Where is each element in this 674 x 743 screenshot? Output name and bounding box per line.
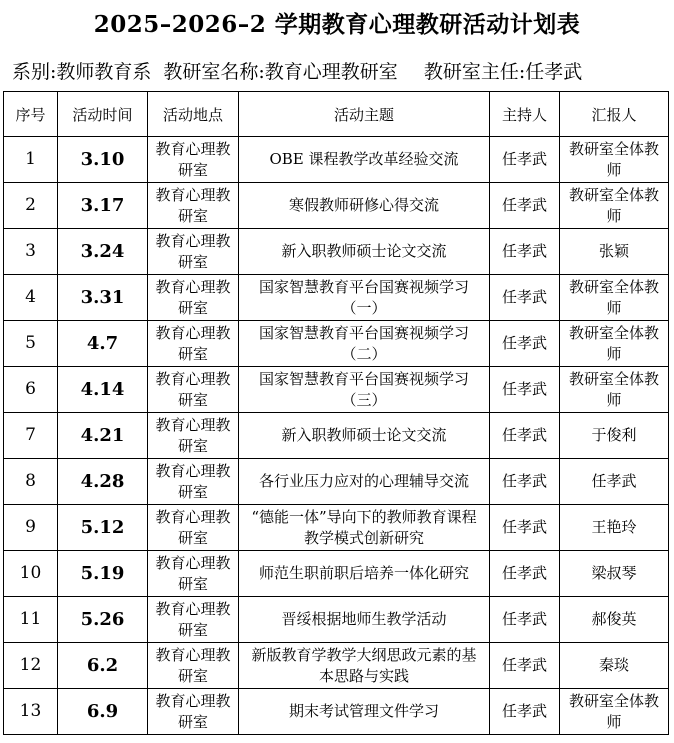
cell-place: 教育心理教研室: [148, 643, 239, 689]
cell-time: 3.24: [58, 229, 148, 275]
cell-no: 12: [4, 643, 58, 689]
cell-no: 5: [4, 321, 58, 367]
cell-host: 任孝武: [490, 275, 560, 321]
cell-time: 3.31: [58, 275, 148, 321]
cell-place: 教育心理教研室: [148, 229, 239, 275]
cell-place: 教育心理教研室: [148, 183, 239, 229]
cell-reporter: 郝俊英: [560, 597, 669, 643]
header-no: 序号: [4, 92, 58, 137]
cell-time: 4.28: [58, 459, 148, 505]
table-row: [4, 183, 669, 229]
cell-topic: 国家智慧教育平台国赛视频学习（二）: [239, 321, 490, 367]
table-row: [4, 275, 669, 321]
cell-host: 任孝武: [490, 183, 560, 229]
cell-no: 4: [4, 275, 58, 321]
cell-place: 教育心理教研室: [148, 275, 239, 321]
cell-reporter: 教研室全体教师: [560, 137, 669, 183]
cell-no: 8: [4, 459, 58, 505]
cell-time: 6.9: [58, 689, 148, 735]
cell-time: 4.21: [58, 413, 148, 459]
cell-place: 教育心理教研室: [148, 137, 239, 183]
cell-no: 10: [4, 551, 58, 597]
cell-no: 6: [4, 367, 58, 413]
table-row: [4, 505, 669, 551]
cell-reporter: 秦琰: [560, 643, 669, 689]
cell-topic: “德能一体”导向下的教师教育课程教学模式创新研究: [239, 505, 490, 551]
cell-host: 任孝武: [490, 643, 560, 689]
cell-host: 任孝武: [490, 689, 560, 735]
cell-topic: 新入职教师硕士论文交流: [239, 413, 490, 459]
cell-reporter: 教研室全体教师: [560, 183, 669, 229]
cell-time: 5.26: [58, 597, 148, 643]
cell-topic: 国家智慧教育平台国赛视频学习（一）: [239, 275, 490, 321]
cell-place: 教育心理教研室: [148, 367, 239, 413]
table-row: [4, 459, 669, 505]
cell-place: 教育心理教研室: [148, 321, 239, 367]
table-row: [4, 413, 669, 459]
header-place: 活动地点: [148, 92, 239, 137]
cell-reporter: 于俊利: [560, 413, 669, 459]
header-time: 活动时间: [58, 92, 148, 137]
cell-reporter: 教研室全体教师: [560, 275, 669, 321]
cell-topic: 新版教育学教学大纲思政元素的基本思路与实践: [239, 643, 490, 689]
page-title: 2025–2026–2 学期教育心理教研活动计划表: [93, 11, 581, 38]
table-row: [4, 137, 669, 183]
cell-topic: OBE 课程教学改革经验交流: [239, 137, 490, 183]
cell-time: 5.12: [58, 505, 148, 551]
cell-topic: 新入职教师硕士论文交流: [239, 229, 490, 275]
cell-topic: 各行业压力应对的心理辅导交流: [239, 459, 490, 505]
cell-place: 教育心理教研室: [148, 551, 239, 597]
cell-topic: 国家智慧教育平台国赛视频学习（三）: [239, 367, 490, 413]
cell-host: 任孝武: [490, 229, 560, 275]
cell-no: 13: [4, 689, 58, 735]
cell-time: 6.2: [58, 643, 148, 689]
table-row: [4, 551, 669, 597]
header-topic: 活动主题: [239, 92, 490, 137]
cell-no: 7: [4, 413, 58, 459]
cell-reporter: 梁叔琴: [560, 551, 669, 597]
cell-place: 教育心理教研室: [148, 689, 239, 735]
table-row: [4, 689, 669, 735]
cell-host: 任孝武: [490, 551, 560, 597]
cell-topic: 寒假教师研修心得交流: [239, 183, 490, 229]
cell-host: 任孝武: [490, 321, 560, 367]
cell-no: 9: [4, 505, 58, 551]
cell-time: 3.17: [58, 183, 148, 229]
cell-host: 任孝武: [490, 137, 560, 183]
cell-time: 3.10: [58, 137, 148, 183]
activity-plan-table: [3, 91, 669, 735]
cell-place: 教育心理教研室: [148, 459, 239, 505]
cell-host: 任孝武: [490, 367, 560, 413]
table-header-row: [4, 92, 669, 137]
cell-time: 4.7: [58, 321, 148, 367]
header-host: 主持人: [490, 92, 560, 137]
cell-topic: 晋绥根据地师生教学活动: [239, 597, 490, 643]
table-row: [4, 321, 669, 367]
cell-place: 教育心理教研室: [148, 597, 239, 643]
cell-place: 教育心理教研室: [148, 413, 239, 459]
table-row: [4, 597, 669, 643]
info-line: [12, 57, 582, 84]
cell-reporter: 张颖: [560, 229, 669, 275]
cell-no: 1: [4, 137, 58, 183]
table-row: [4, 367, 669, 413]
cell-host: 任孝武: [490, 597, 560, 643]
cell-host: 任孝武: [490, 413, 560, 459]
cell-time: 5.19: [58, 551, 148, 597]
cell-reporter: 教研室全体教师: [560, 367, 669, 413]
cell-no: 2: [4, 183, 58, 229]
cell-host: 任孝武: [490, 505, 560, 551]
cell-reporter: 任孝武: [560, 459, 669, 505]
cell-no: 3: [4, 229, 58, 275]
director-label: 教研室主任:任孝武: [423, 61, 583, 83]
cell-no: 11: [4, 597, 58, 643]
cell-topic: 师范生职前职后培养一体化研究: [239, 551, 490, 597]
cell-place: 教育心理教研室: [148, 505, 239, 551]
office-label: 教研室名称:教育心理教研室: [163, 61, 398, 83]
header-reporter: 汇报人: [560, 92, 669, 137]
cell-reporter: 教研室全体教师: [560, 689, 669, 735]
cell-reporter: 教研室全体教师: [560, 321, 669, 367]
table-row: [4, 643, 669, 689]
table-row: [4, 229, 669, 275]
cell-topic: 期末考试管理文件学习: [239, 689, 490, 735]
cell-reporter: 王艳玲: [560, 505, 669, 551]
cell-host: 任孝武: [490, 459, 560, 505]
department-label: 系别:教师教育系: [12, 61, 152, 83]
cell-time: 4.14: [58, 367, 148, 413]
